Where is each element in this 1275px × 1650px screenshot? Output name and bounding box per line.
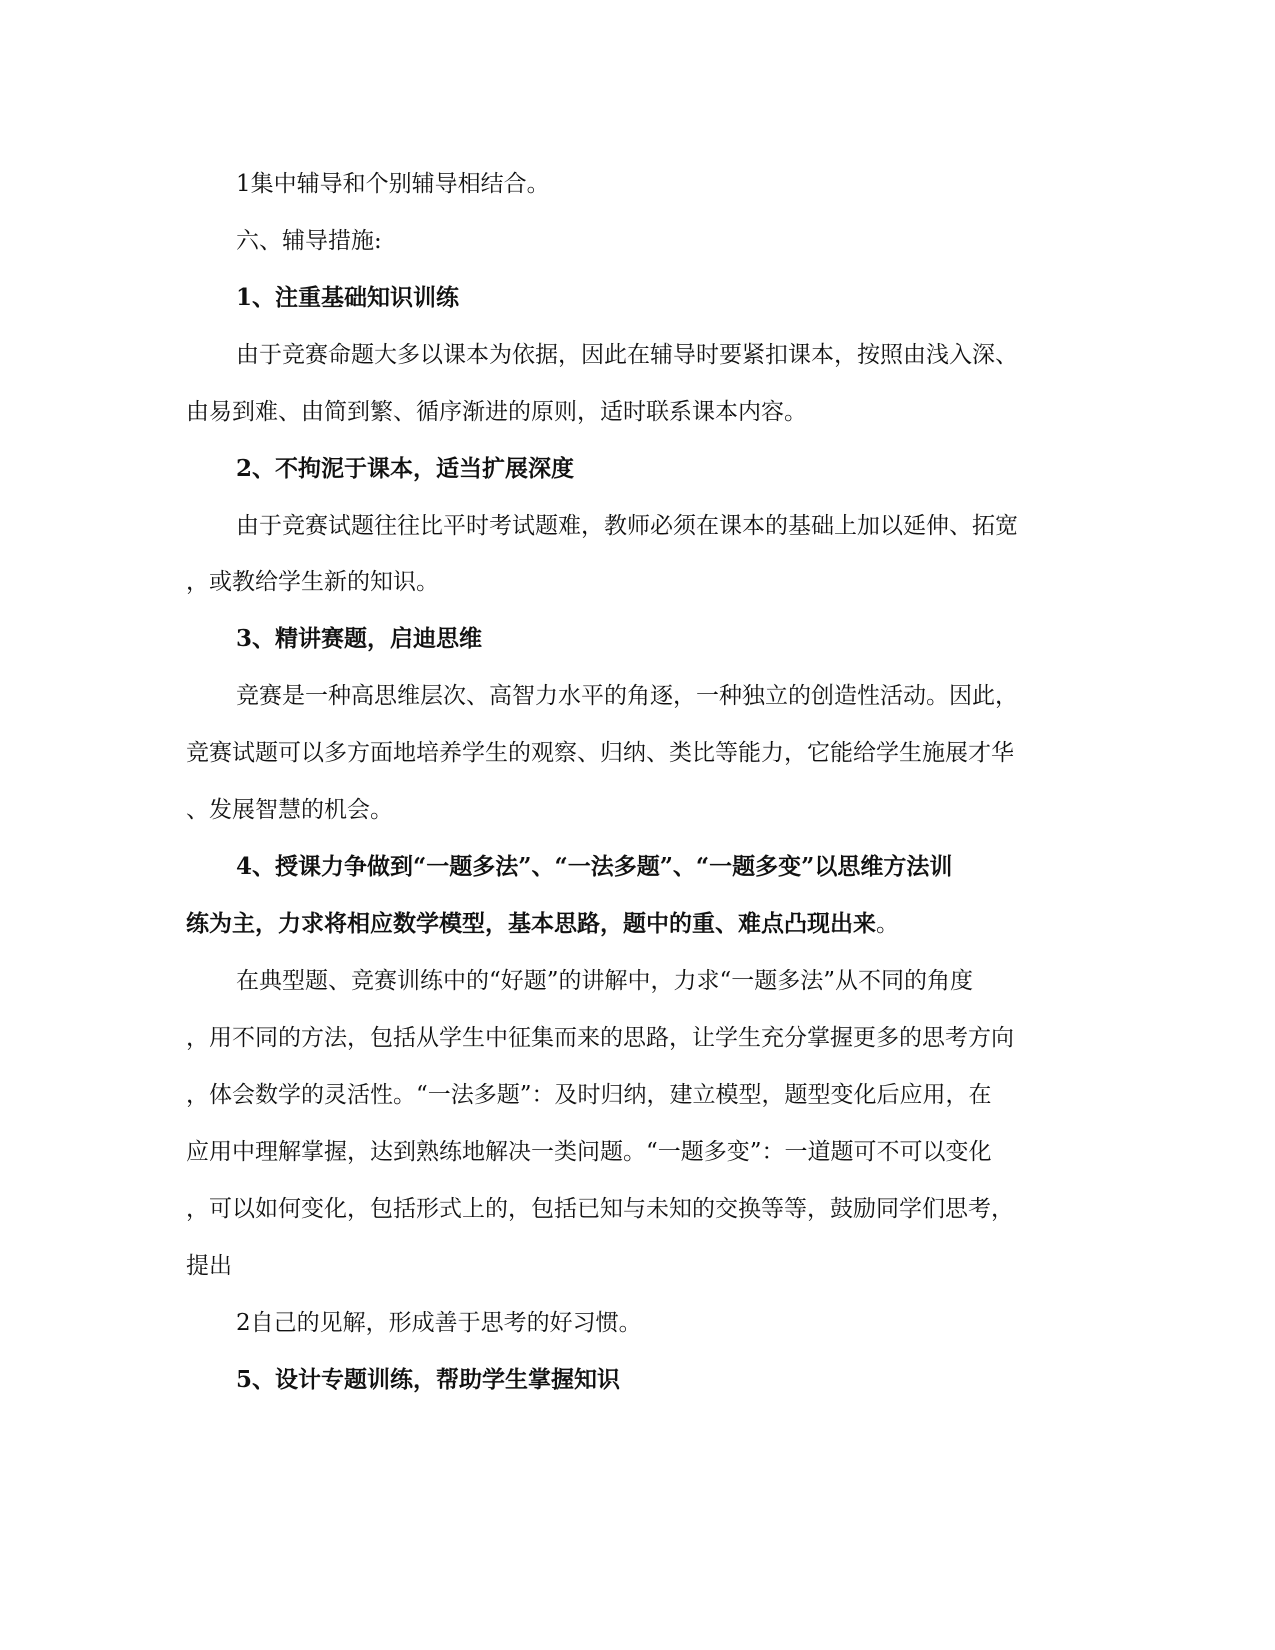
measure-heading-2: 2、不拘泥于课本，适当扩展深度 xyxy=(236,455,575,482)
paragraph-line: 在典型题、竞赛训练中的“好题”的讲解中，力求“一题多法”从不同的角度 xyxy=(236,968,974,994)
paragraph-line: ，体会数学的灵活性。“一法多题”：及时归纳，建立模型，题型变化后应用，在 xyxy=(186,1082,992,1108)
paragraph-line: 1集中辅导和个别辅导相结合。 xyxy=(236,171,550,197)
paragraph-line: 应用中理解掌握，达到熟练地解决一类问题。“一题多变”：一道题可不可以变化 xyxy=(186,1139,992,1165)
paragraph-line: ，用不同的方法，包括从学生中征集而来的思路，让学生充分掌握更多的思考方向 xyxy=(186,1025,1014,1051)
section-heading: 六、辅导措施: xyxy=(236,228,382,254)
measure-heading-4-cont xyxy=(186,908,899,940)
paragraph-line: 由易到难、由简到繁、循序渐进的原则，适时联系课本内容。 xyxy=(186,399,807,425)
paragraph-line: ，可以如何变化，包括形式上的，包括已知与未知的交换等等，鼓励同学们思考， xyxy=(186,1196,1014,1222)
paragraph-line: 、发展智慧的机会。 xyxy=(186,797,393,823)
measure-heading-5: 5、设计专题训练，帮助学生掌握知识 xyxy=(236,1366,621,1393)
measure-heading-1: 1、注重基础知识训练 xyxy=(236,284,460,311)
measure-heading-4-text: 练为主，力求将相应数学模型，基本思路，题中的重、难点凸现出来 xyxy=(186,910,876,937)
paragraph-line: 提出 xyxy=(186,1253,232,1279)
paragraph-line: 竞赛试题可以多方面地培养学生的观察、归纳、类比等能力，它能给学生施展才华 xyxy=(186,740,1014,766)
paragraph-line: 由于竞赛命题大多以课本为依据，因此在辅导时要紧扣课本，按照由浅入深、 xyxy=(236,342,1018,368)
measure-heading-4: 4、授课力争做到“一题多法”、“一法多题”、“一题多变”以思维方法训 xyxy=(236,853,953,880)
paragraph-line: ，或教给学生新的知识。 xyxy=(186,569,439,595)
measure-heading-3: 3、精讲赛题，启迪思维 xyxy=(236,625,483,652)
period: 。 xyxy=(876,911,899,937)
paragraph-line: 竞赛是一种高思维层次、高智力水平的角逐，一种独立的创造性活动。因此， xyxy=(236,683,1018,709)
paragraph-line: 由于竞赛试题往往比平时考试题难，教师必须在课本的基础上加以延伸、拓宽 xyxy=(236,513,1018,539)
paragraph-line: 2自己的见解，形成善于思考的好习惯。 xyxy=(236,1310,642,1336)
